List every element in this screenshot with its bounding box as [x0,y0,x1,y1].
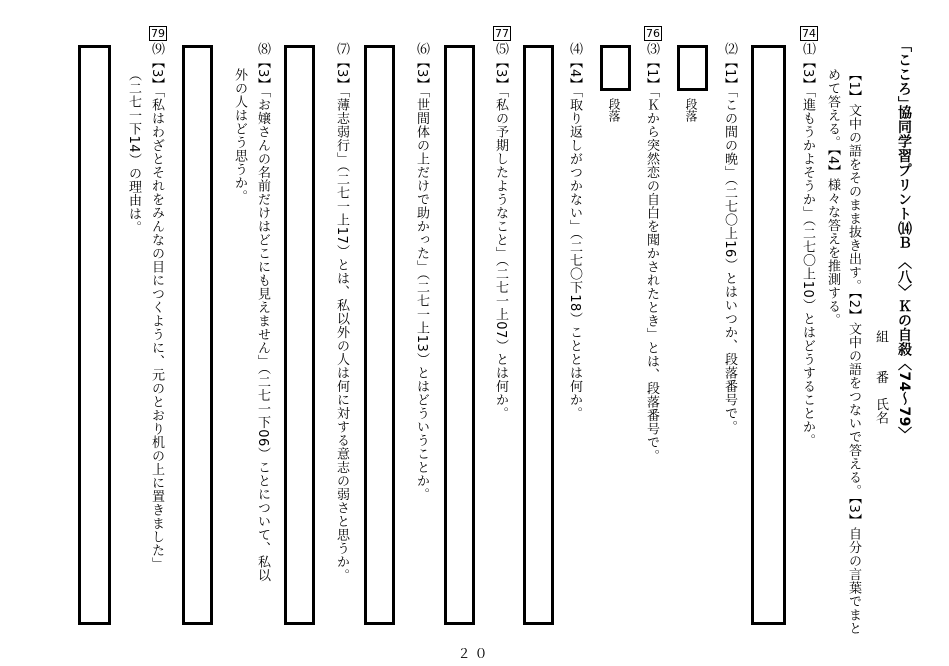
answer-box-2[interactable] [677,45,708,91]
question-4: ⑷【4】「取り返しがつかない」（二七〇下18）こととは何か。 [567,42,582,420]
question-3: ⑶【1】「Ｋから突然恋の自白を聞かされたとき」とは、段落番号で。 [644,42,659,463]
name-field-label: 組 番 氏名 [873,330,888,425]
question-6: ⑹【3】「世間体の上だけで助かった」（二七一上13）とはどういうことか。 [414,42,429,501]
question-1: ⑴【3】「進もうかよそうか」（二七〇上10）とはどうすることか。 [800,42,815,447]
instructions-line-1: 【1】文中の語をそのまま抜き出す。【2】文中の語をつないで答える。【3】自分の言葉でまと [846,68,861,635]
answer-box-3[interactable] [600,45,631,91]
answer-box-1[interactable] [751,45,786,625]
page-title-left: 「こころ」 [896,38,912,111]
section-badge-79: 79 [151,27,165,40]
danraku-label-3: 段落 [607,98,621,122]
section-badge-74: 74 [802,27,816,40]
answer-box-4[interactable] [523,45,554,625]
danraku-label-2: 段落 [684,98,698,122]
answer-box-9[interactable] [78,45,111,625]
answer-box-5[interactable] [444,45,475,625]
question-8-line-1: ⑻【3】「お嬢さんの名前だけはどこにも見えません」（二七一下06）ことについて、私以 [255,42,270,582]
question-9-line-1: ⑼【3】「私はわざとそれをみんなの目につくように、元のとおり机の上に置きました」 [149,42,164,571]
answer-box-7[interactable] [284,45,315,625]
page-title: 協同学習プリント⒁Ｂ 〈八〉Ｋの自殺〈74～79〉 [896,105,912,442]
question-8-line-2: 外の人はどう思うか。 [232,68,247,203]
question-2: ⑵【1】「この間の晩」（二七〇上16）とはいつか、段落番号で。 [722,42,737,434]
question-9-line-2: （二七一下14）の理由は。 [126,68,141,235]
question-7: ⑺【3】「薄志弱行」（二七一上17）とは、私以外の人は何に対する意志の弱さと思うか。 [334,42,349,582]
page-number: ２０ [457,647,492,662]
answer-box-6[interactable] [364,45,395,625]
section-badge-77: 77 [495,27,509,40]
section-badge-76: 76 [646,27,660,40]
instructions-line-2: めて答える。【4】様々な答えを推測する。 [825,68,840,327]
answer-box-8[interactable] [182,45,213,625]
question-5: ⑸【3】「私の予期したようなこと」（二七一上07）とは何か。 [493,42,508,420]
